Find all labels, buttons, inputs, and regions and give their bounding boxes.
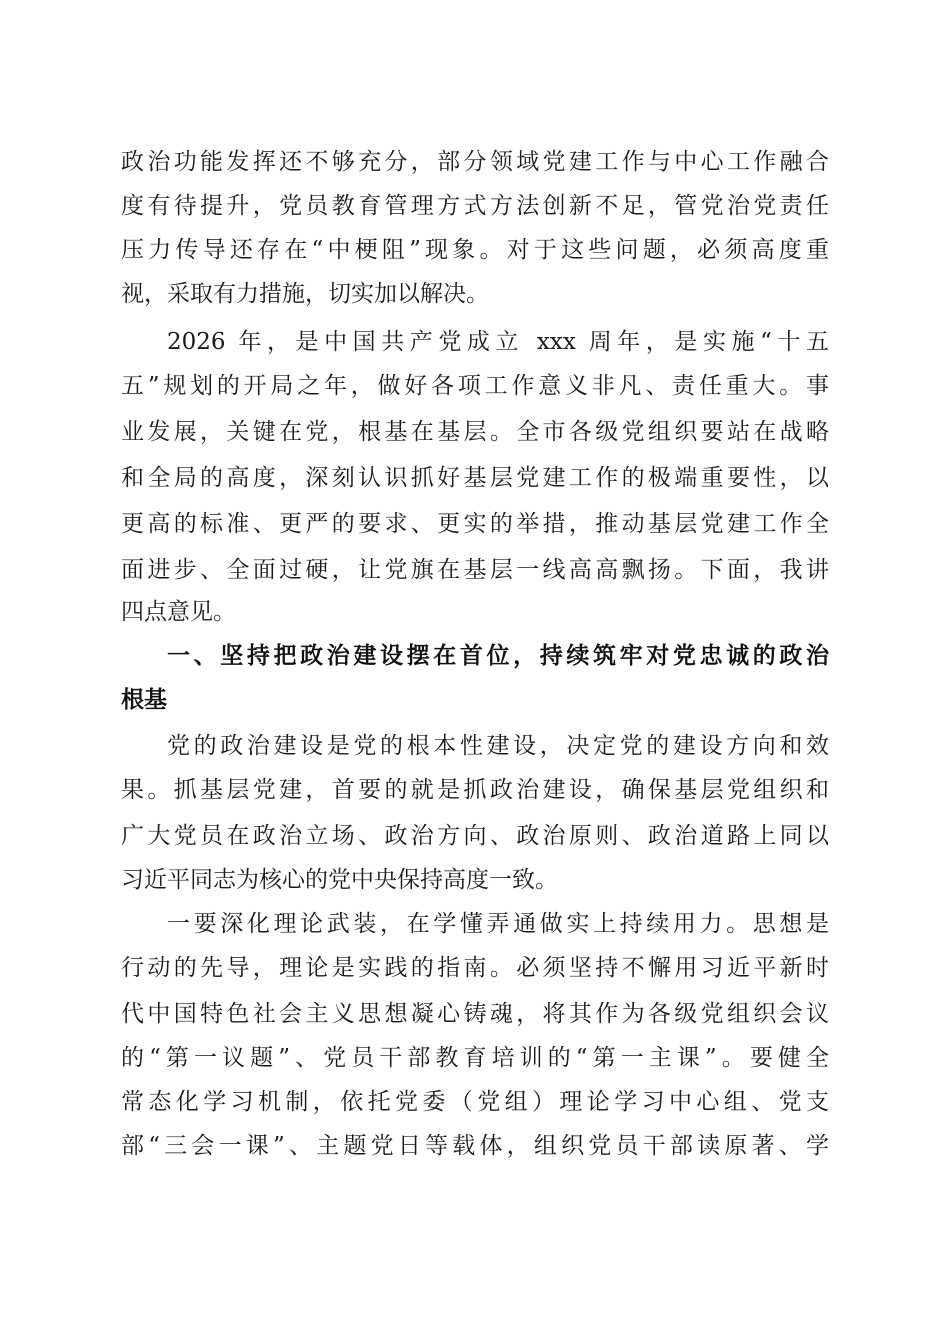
text-line: 度有待提升，党员教育管理方式方法创新不足，管党治党责任 [121,193,829,219]
text-line: 政治功能发挥还不够充分，部分领域党建工作与中心工作融合 [121,149,829,175]
text-line: 党的政治建设是党的根本性建设，决定党的建设方向和效 [167,733,829,759]
text-line: 行动的先导，理论是实践的指南。必须坚持不懈用习近平新时 [121,955,829,981]
text-line: 面进步、全面过硬，让党旗在基层一线高高飘扬。下面，我讲 [121,557,829,583]
text-line: 广大党员在政治立场、政治方向、政治原则、政治道路上同以 [121,823,829,849]
text-line: 一要深化理论武装，在学懂弄通做实上持续用力。思想是 [167,911,829,937]
heading-line: 根基 [121,687,167,713]
text-line: 部“三会一课”、主题党日等载体，组织党员干部读原著、学 [121,1133,829,1159]
text-line: 四点意见。 [121,599,236,625]
text-line: 的“第一议题”、党员干部教育培训的“第一主课”。要健全 [121,1045,829,1071]
heading-line: 一、坚持把政治建设摆在首位，持续筑牢对党忠诚的政治 [167,643,829,669]
text-line: 习近平同志为核心的党中央保持高度一致。 [121,867,558,893]
text-line: 压力传导还存在“中梗阻”现象。对于这些问题，必须高度重 [121,237,829,263]
text-line: 代中国特色社会主义思想凝心铸魂，将其作为各级党组织会议 [121,1001,829,1027]
text-line: 视，采取有力措施，切实加以解决。 [121,281,489,307]
text-line: 五”规划的开局之年，做好各项工作意义非凡、责任重大。事 [121,373,829,399]
text-line: 业发展，关键在党，根基在基层。全市各级党组织要站在战略 [121,419,829,445]
text-line: 2026 年，是中国共产党成立 xxx 周年，是实施“十五 [167,329,829,355]
text-line: 果。抓基层党建，首要的就是抓政治建设，确保基层党组织和 [121,777,829,803]
text-line: 和全局的高度，深刻认识抓好基层党建工作的极端重要性，以 [121,465,829,491]
text-line: 常态化学习机制，依托党委（党组）理论学习中心组、党支 [121,1089,829,1115]
text-line: 更高的标准、更严的要求、更实的举措，推动基层党建工作全 [121,511,829,537]
